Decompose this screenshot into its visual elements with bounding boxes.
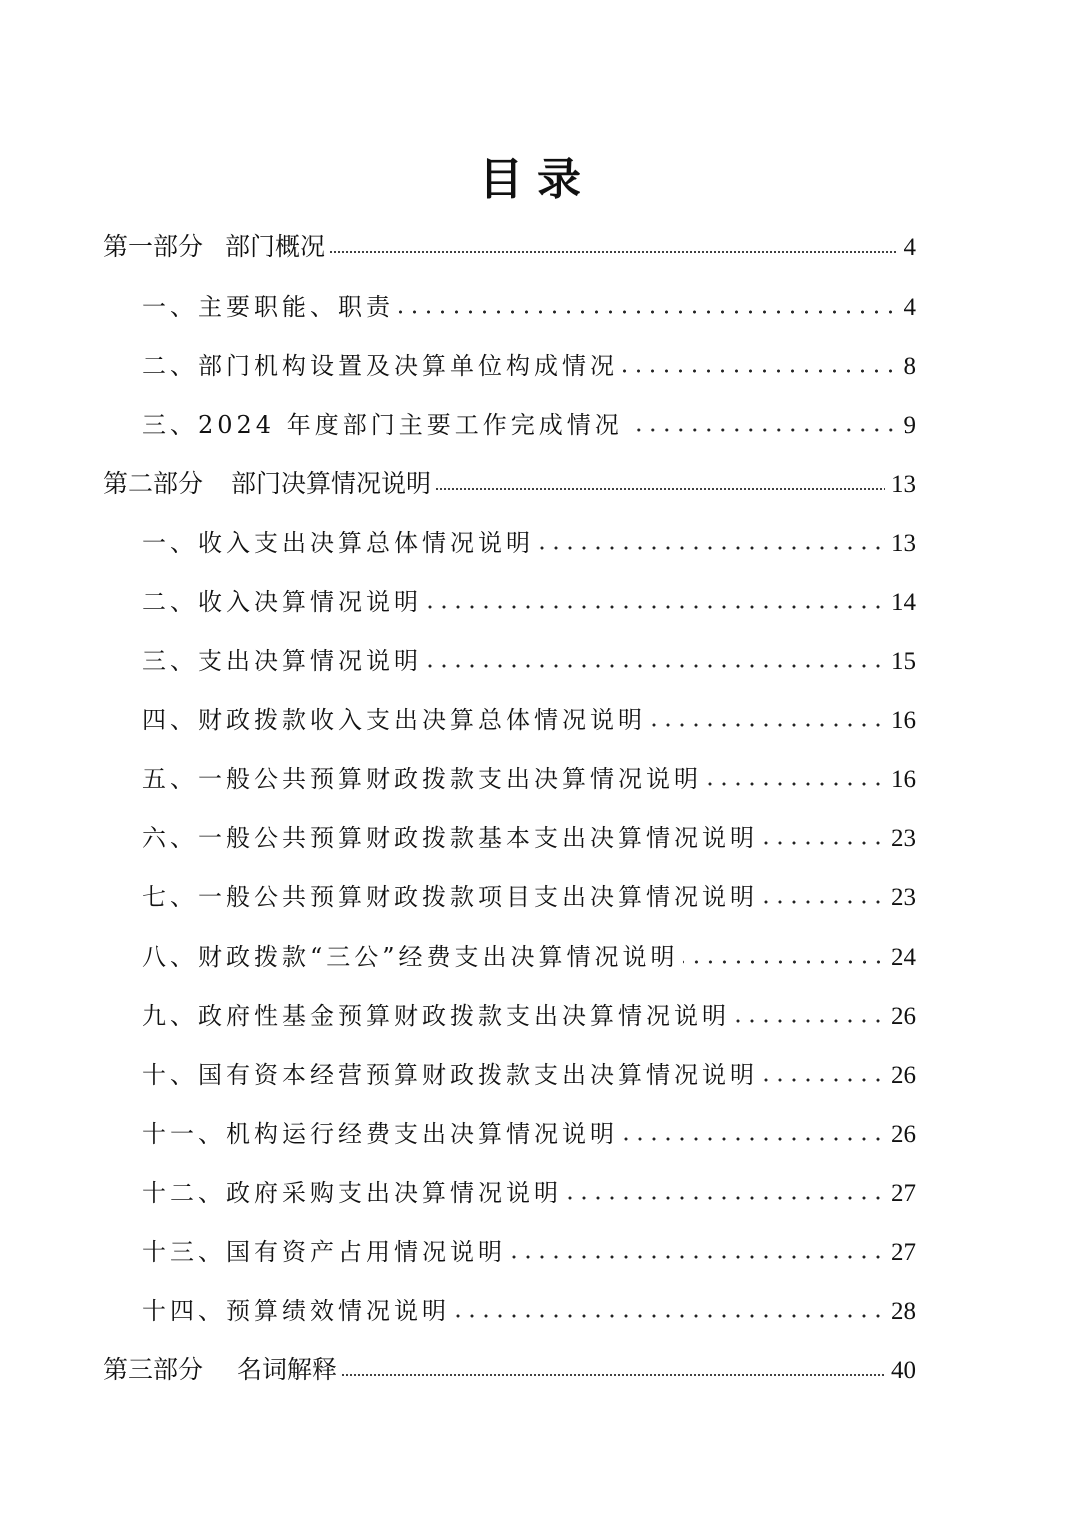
toc-dot-leader bbox=[734, 1014, 885, 1028]
toc-dot-leader bbox=[510, 1250, 885, 1264]
toc-page-number: 26 bbox=[891, 1062, 916, 1089]
toc-entry-label: 三、支出决算情况说明 bbox=[142, 647, 422, 675]
toc-entry-label: 八、财政拨款“三公”经费支出决算情况说明 bbox=[142, 943, 679, 971]
toc-entry-section[interactable] bbox=[142, 939, 916, 975]
toc-dot-leader bbox=[762, 836, 885, 850]
toc-entry-label: 十、国有资本经营预算财政拨款支出决算情况说明 bbox=[142, 1061, 758, 1089]
toc-dot-leader bbox=[627, 423, 898, 437]
toc-page-number: 16 bbox=[891, 707, 916, 734]
toc-dot-leader bbox=[650, 718, 885, 732]
toc-entry-label: 七、一般公共预算财政拨款项目支出决算情况说明 bbox=[142, 883, 758, 911]
toc-page-number: 27 bbox=[891, 1239, 916, 1266]
toc-entry-section[interactable] bbox=[142, 643, 916, 679]
toc-dot-leader bbox=[398, 305, 898, 319]
toc-entry-part-2[interactable] bbox=[103, 466, 916, 502]
toc-entry-section[interactable] bbox=[142, 348, 916, 384]
toc-entry-section[interactable] bbox=[142, 584, 916, 620]
toc-page-number: 8 bbox=[903, 353, 916, 380]
toc-entry-part-3[interactable] bbox=[103, 1352, 916, 1388]
toc-entry-section[interactable] bbox=[142, 1116, 916, 1152]
toc-page-number: 23 bbox=[891, 884, 916, 911]
toc-entry-label: 十三、国有资产占用情况说明 bbox=[142, 1238, 506, 1266]
toc-entry-section[interactable] bbox=[142, 1293, 916, 1329]
toc-dot-leader bbox=[329, 245, 897, 259]
toc-entry-label: 二、部门机构设置及决算单位构成情况 bbox=[142, 352, 618, 380]
toc-dot-leader bbox=[538, 541, 885, 555]
toc-page-number: 9 bbox=[903, 412, 916, 439]
toc-dot-leader bbox=[426, 659, 885, 673]
toc-page-number: 15 bbox=[891, 648, 916, 675]
toc-entry-section[interactable] bbox=[142, 761, 916, 797]
page-title: 目录 bbox=[479, 154, 595, 205]
toc-entry-label: 十二、政府采购支出决算情况说明 bbox=[142, 1179, 562, 1207]
toc-entry-label: 第二部分 部门决算情况说明 bbox=[103, 469, 432, 498]
toc-page-number: 27 bbox=[891, 1180, 916, 1207]
toc-dot-leader bbox=[762, 895, 885, 909]
toc-entry-label: 九、政府性基金预算财政拨款支出决算情况说明 bbox=[142, 1002, 730, 1030]
toc-entry-label: 二、收入决算情况说明 bbox=[142, 588, 422, 616]
toc-entry-section[interactable] bbox=[142, 407, 916, 443]
toc-entry-label: 三、2024 年度部门主要工作完成情况 bbox=[142, 411, 623, 439]
toc-page-number: 4 bbox=[903, 294, 916, 321]
toc-dot-leader bbox=[341, 1368, 885, 1382]
toc-entry-label: 第三部分 名词解释 bbox=[103, 1355, 338, 1384]
toc-entry-section[interactable] bbox=[142, 1175, 916, 1211]
toc-dot-leader bbox=[566, 1191, 885, 1205]
toc-entry-section[interactable] bbox=[142, 289, 916, 325]
toc-page-number: 24 bbox=[891, 944, 916, 971]
toc-entry-label: 五、一般公共预算财政拨款支出决算情况说明 bbox=[142, 765, 702, 793]
toc-entry-label: 十一、机构运行经费支出决算情况说明 bbox=[142, 1120, 618, 1148]
toc-entry-label: 十四、预算绩效情况说明 bbox=[142, 1297, 450, 1325]
toc-page-number: 40 bbox=[891, 1357, 916, 1384]
toc-page-number: 14 bbox=[891, 589, 916, 616]
toc-dot-leader bbox=[706, 777, 885, 791]
toc-entry-section[interactable] bbox=[142, 1057, 916, 1093]
toc-dot-leader bbox=[426, 600, 885, 614]
toc-dot-leader bbox=[454, 1309, 885, 1323]
toc-entry-label: 四、财政拨款收入支出决算总体情况说明 bbox=[142, 706, 646, 734]
toc-entry-part-1[interactable] bbox=[103, 229, 916, 265]
toc-page-number: 26 bbox=[891, 1003, 916, 1030]
toc-page-number: 16 bbox=[891, 766, 916, 793]
toc-entry-label: 一、收入支出决算总体情况说明 bbox=[142, 529, 534, 557]
toc-dot-leader bbox=[622, 1132, 885, 1146]
toc-dot-leader bbox=[622, 364, 898, 378]
toc-page-number: 28 bbox=[891, 1298, 916, 1325]
toc-entry-section[interactable] bbox=[142, 879, 916, 915]
toc-entry-label: 第一部分 部门概况 bbox=[103, 232, 326, 261]
toc-dot-leader bbox=[762, 1073, 885, 1087]
toc-entry-section[interactable] bbox=[142, 702, 916, 738]
toc-entry-section[interactable] bbox=[142, 525, 916, 561]
toc-entry-label: 六、一般公共预算财政拨款基本支出决算情况说明 bbox=[142, 824, 758, 852]
toc-entry-section[interactable] bbox=[142, 1234, 916, 1270]
toc-entry-section[interactable] bbox=[142, 998, 916, 1034]
toc-dot-leader bbox=[435, 482, 885, 496]
toc-page-number: 13 bbox=[891, 471, 916, 498]
toc-entry-section[interactable] bbox=[142, 820, 916, 856]
toc-page-number: 26 bbox=[891, 1121, 916, 1148]
toc-page-number: 4 bbox=[903, 234, 916, 261]
toc-page-number: 23 bbox=[891, 825, 916, 852]
toc-page-number: 13 bbox=[891, 530, 916, 557]
toc-entry-label: 一、主要职能、职责 bbox=[142, 293, 394, 321]
toc-dot-leader bbox=[683, 955, 885, 969]
